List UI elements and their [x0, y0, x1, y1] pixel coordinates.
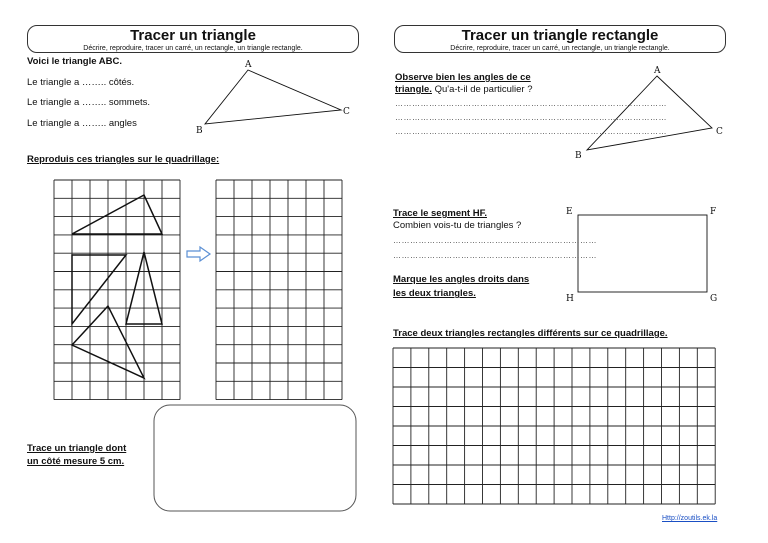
question-sommets: Le triangle a …….. sommets. — [27, 97, 151, 108]
label-g: G — [710, 294, 718, 304]
observe-line2-bold: triangle. — [395, 84, 432, 95]
answer-line-3: …………………………………………………………………………………… — [395, 127, 667, 136]
label-r-b: B — [575, 151, 582, 161]
answer-line-2: …………………………………………………………………………………… — [395, 113, 667, 122]
right-title: Tracer un triangle rectangle — [461, 27, 659, 44]
label-a: A — [245, 60, 252, 70]
question-angles: Le triangle a …….. angles — [27, 118, 137, 129]
reproduis-heading: Reproduis ces triangles sur le quadrillage: — [27, 154, 220, 165]
arrow-right-icon — [187, 247, 210, 261]
website-link[interactable]: Http://zoutils.ek.la — [662, 515, 718, 522]
rectangle-efgh — [578, 215, 707, 292]
left-title: Tracer un triangle — [130, 27, 256, 44]
voici-heading: Voici le triangle ABC. — [27, 56, 123, 67]
label-f: F — [710, 207, 717, 217]
grid-right — [393, 348, 715, 504]
label-c: C — [343, 107, 350, 117]
segment-answer-1: ……………………………………………………………… — [393, 236, 597, 245]
observe-line2-rest: Qu'a-t-il de particulier ? — [431, 84, 533, 95]
marque-line2: les deux triangles. — [393, 288, 476, 299]
observe-line1: Observe bien les angles de ce — [395, 72, 531, 83]
segment-answer-2: ……………………………………………………………… — [393, 251, 597, 260]
label-e: E — [566, 207, 573, 217]
left-subtitle: Décrire, reproduire, tracer un carré, un rectangle, un triangle rectangle. — [83, 45, 303, 52]
arrow-shape — [187, 247, 210, 261]
right-subtitle: Décrire, reproduire, tracer un carré, un rectangle, un triangle rectangle. — [450, 45, 670, 52]
right-triangle-abc — [587, 76, 712, 150]
drawing-box[interactable] — [154, 405, 356, 511]
answer-line-1: …………………………………………………………………………………… — [395, 99, 667, 108]
trace5-line1: Trace un triangle dont — [27, 443, 127, 454]
label-b: B — [196, 126, 203, 136]
grid-left — [54, 180, 180, 400]
grid-middle — [216, 180, 342, 400]
question-cotes: Le triangle a …….. côtés. — [27, 77, 135, 88]
triangle-abc — [205, 70, 341, 124]
label-r-c: C — [716, 127, 723, 137]
trace-deux-heading: Trace deux triangles rectangles différents sur ce quadrillage. — [393, 328, 668, 339]
segment-question: Combien vois-tu de triangles ? — [393, 220, 522, 231]
label-h: H — [566, 294, 574, 304]
marque-line1: Marque les angles droits dans — [393, 274, 530, 285]
trace5-line2: un côté mesure 5 cm. — [27, 456, 125, 467]
segment-heading: Trace le segment HF. — [393, 208, 487, 219]
label-r-a: A — [654, 66, 661, 76]
model-triangle-1 — [72, 195, 162, 234]
